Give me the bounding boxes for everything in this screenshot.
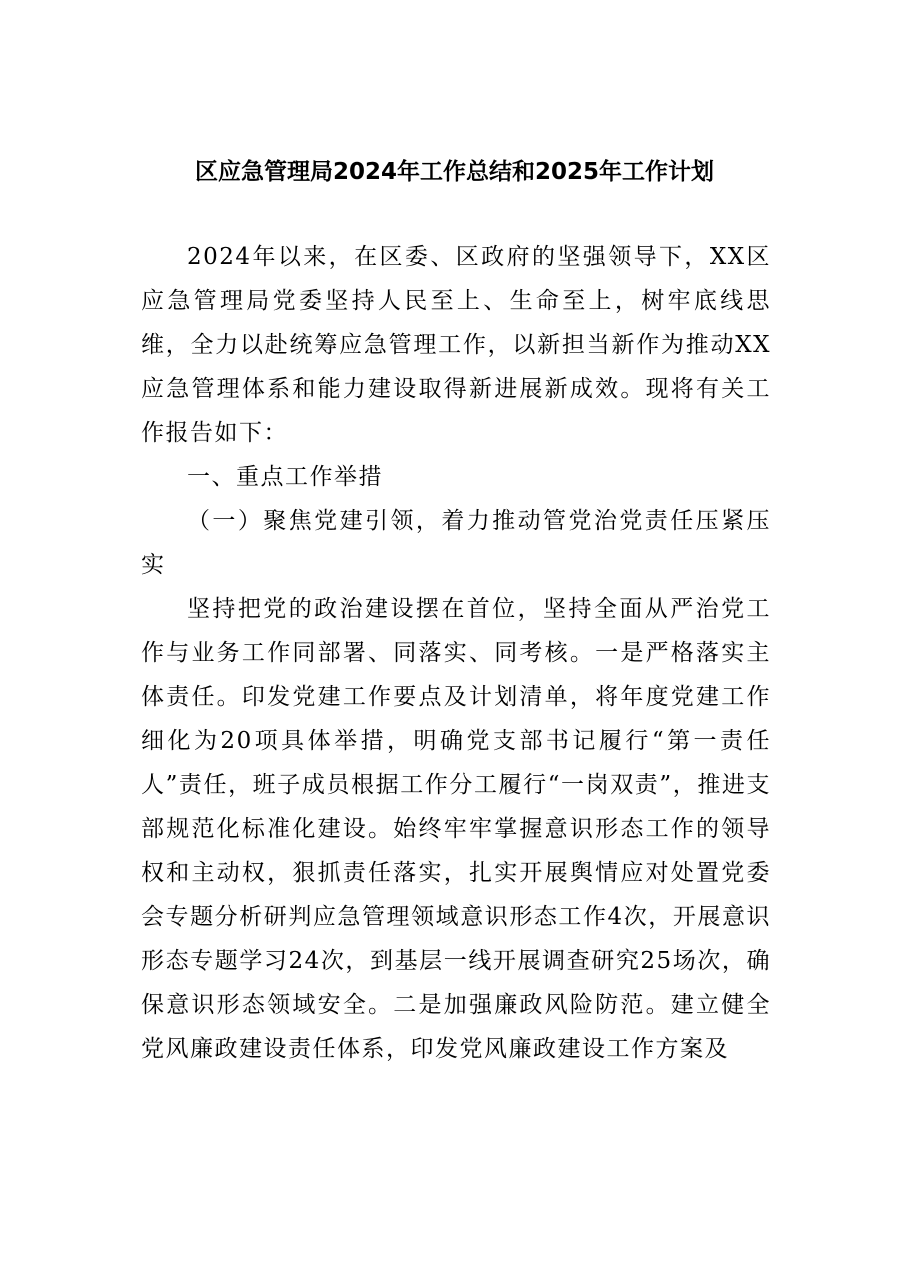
section-heading: 一、重点工作举措 [187,464,383,490]
subsection-heading: （一）聚焦党建引领，着力推动管党治党责任压紧压实 [141,508,771,578]
body-paragraph: 坚持把党的政治建设摆在首位，坚持全面从严治党工作与业务工作同部署、同落实、同考核。一是严格落实主体责任。印发党建工作要点及计划清单，将年度党建工作细化为20项具体举措，明确党支部书记履行“第一责任人”责任，班子成员根据工作分工履行“一岗双责”，推进支部规范化标准化建设。始终牢牢掌握意识形态工作的领导权和主动权，狠抓责任落实，扎实开展舆情应对处置党委会专题分析研判应急管理领域意识形态工作4次，开展意识形态专题学习24次，到基层一线开展调查研究25场次，确保意识形态领域安全。二是加强廉政风险防范。建立健全党风廉政建设责任体系，印发党风廉政建设工作方案及 [141,596,771,1062]
document-body [141,235,771,1071]
document-title: 区应急管理局2024年工作总结和2025年工作计划 [194,159,715,185]
intro-paragraph: 2024年以来，在区委、区政府的坚强领导下，XX区应急管理局党委坚持人民至上、生命至上，树牢底线思维，全力以赴统筹应急管理工作，以新担当新作为推动XX应急管理体系和能力建设取得新进展新成效。现将有关工作报告如下： [141,244,771,446]
